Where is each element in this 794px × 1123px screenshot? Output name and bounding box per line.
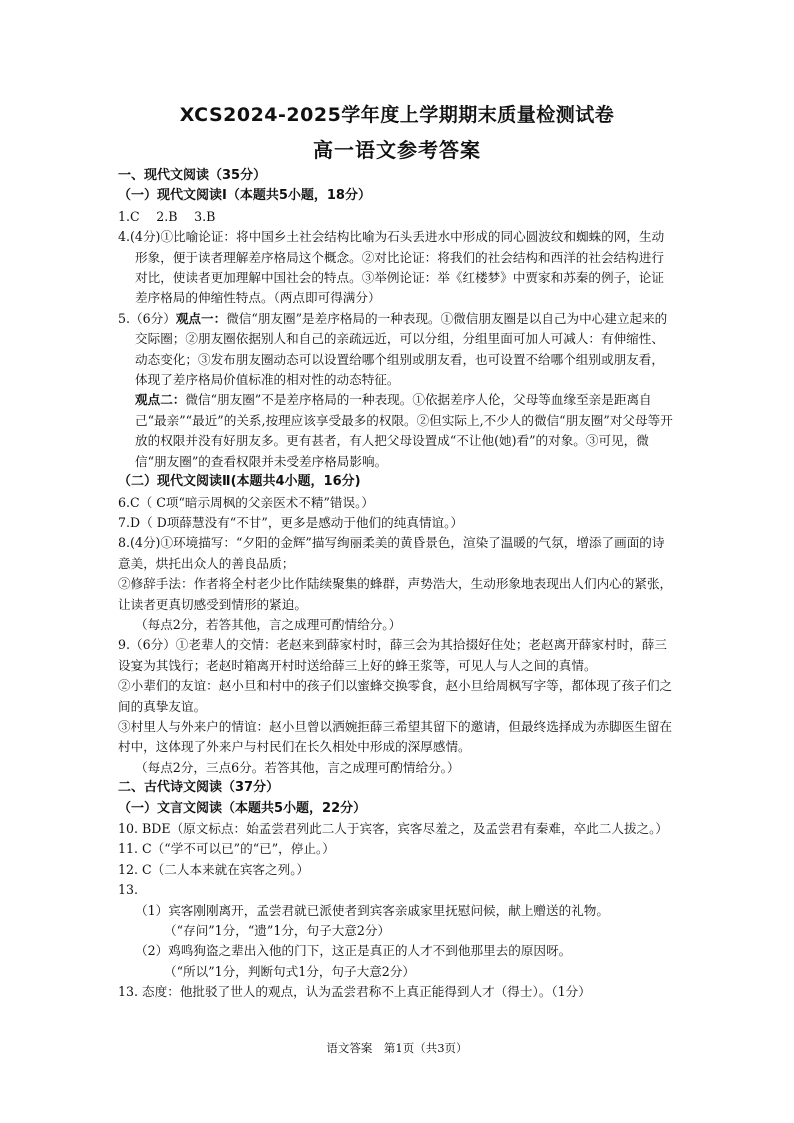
answer-9-a: 9.（6分）①老辈人的交情：老赵来到薛家村时，薛三会为其拾掇好住处；老赵离开薛家村时，薛三设宴为其饯行；老赵时箱离开村时送给薛三上好的蜂王浆等，可见人与人之间的真情。 bbox=[118, 637, 667, 673]
viewpoint-label: 观点二： bbox=[135, 392, 186, 408]
answer-11: 11. C（“学不可以已”的“已”，停止。） bbox=[118, 841, 335, 857]
part-heading: （二）现代文阅读Ⅱ(本题共4小题，16分) bbox=[118, 474, 361, 490]
answer-10: 10. BDE（原文标点：始孟尝君列此二人于宾客，宾客尽羞之，及孟尝君有秦难，卒此二人拔之。） bbox=[118, 821, 669, 836]
part-heading: （一）现代文阅读Ⅰ（本题共5小题，18分） bbox=[118, 188, 371, 204]
answer-9-b: ②小辈们的友谊：赵小旦和村中的孩子们以蜜蜂交换零食，赵小旦给周枫写字等，都体现了孩子们之间的真挚友谊。 bbox=[118, 678, 673, 714]
answer-13-attitude: 13. 态度：他批驳了世人的观点，认为孟尝君称不上真正能得到人才（得士）。（1分） bbox=[118, 984, 591, 1000]
answer-7: 7.D（ D项薛慧没有“不甘”，更多是感动于他们的纯真情谊。） bbox=[118, 514, 464, 530]
answer-key-title: 高一语文参考答案 bbox=[313, 138, 481, 162]
answer-4: 4.(4分)①比喻论证：将中国乡土社会结构比喻为石头丢进水中形成的同心圆波纹和蜘蛛的网，生动形象，便于读者理解差序格局这个概念。②对比论证：将我们的社会结构和西洋的社会结构进行对比，使读者更加理解中国社会的特点。③举例论证：举《红楼梦》中贾家和苏秦的例子，论证差序格局的伸缩性特点。（两点即可得满分） bbox=[118, 229, 665, 306]
exam-title: XCS2024-2025学年度上学期期末质量检测试卷 bbox=[179, 104, 615, 126]
answer-content bbox=[118, 166, 676, 1003]
scoring-note: （“存问”1分，“遗”1分，句子大意2分） bbox=[164, 923, 391, 939]
answer-8-b: ②修辞手法：作者将全村老少比作陆续聚集的蜂群，声势浩大，生动形象地表现出人们内心的紧张，让读者更真切感受到情形的紧迫。 bbox=[118, 576, 673, 612]
part-heading: （一）文言文阅读（本题共5小题，22分） bbox=[118, 800, 367, 816]
page-footer: 语文答案 第1页（共3页） bbox=[326, 1041, 468, 1055]
viewpoint-text: 微信“朋友圈”是差序格局的一种表现。①微信朋友圈是以自己为中心建立起来的交际圈；②朋友圈依据别人和自己的亲疏远近，可以分组，分组里面可加人可减人：有伸缩性、动态变化；③发布朋友圈动态可以设置给哪个组别或朋友看，也可设置不给哪个组别或朋友看，体现了差序格局价值标准的相对性的动态特征。 bbox=[135, 310, 668, 388]
answer-1-3: 1.C 2.B 3.B bbox=[118, 208, 216, 224]
answer-6: 6.C（ C项“暗示周枫的父亲医术不精”错误。） bbox=[118, 494, 374, 510]
question-number: 5.（6分） bbox=[118, 310, 176, 326]
answer-8-a: 8.(4分)①环境描写：“夕阳的金辉”描写绚丽柔美的黄昏景色，渲染了温暖的气氛，增添了画面的诗意美，烘托出众人的善良品质； bbox=[118, 535, 665, 571]
viewpoint-text: 微信“朋友圈”不是差序格局的一种表现。①依据差序人伦，父母等血缘至亲是距离自己“最亲”“最近”的关系,按理应该享受最多的权限。②但实际上,不少人的微信“朋友圈”对父母等开放的权限并没有好朋友多。更有甚者，有人把父母设置成“不让他(她)看”的对象。③可见，微信“朋友圈”的查看权限并未受差序格局影响。 bbox=[135, 392, 673, 469]
section-heading: 二、古代诗文阅读（37分） bbox=[118, 780, 280, 796]
answer-9-c: ③村里人与外来户的情谊：赵小旦曾以洒婉拒薛三希望其留下的邀请，但最终选择成为赤脚医生留在村中，这体现了外来户与村民们在长久相处中形成的深厚感情。 bbox=[118, 718, 673, 755]
viewpoint-label: 观点一： bbox=[175, 310, 227, 326]
scoring-note: （“所以”1分，判断句式1分，句子大意2分） bbox=[164, 963, 416, 979]
section-heading: 一、现代文阅读（35分） bbox=[118, 168, 267, 183]
answer-13-2: （2）鸡鸣狗盗之辈出入他的门下，这正是真正的人才不到他那里去的原因呀。 bbox=[135, 943, 572, 959]
answer-13-1: （1）宾客刚刚离开，孟尝君就已派使者到宾客亲戚家里抚慰问候，献上赠送的礼物。 bbox=[135, 902, 609, 918]
scoring-note: （每点2分，若答其他，言之成理可酌情给分。） bbox=[135, 616, 402, 632]
answer-12: 12. C（二人本来就在宾客之列。） bbox=[118, 861, 310, 877]
scoring-note: （每点2分，三点6分。若答其他，言之成理可酌情给分。） bbox=[135, 759, 460, 775]
answer-5-view-1 bbox=[118, 309, 676, 391]
answer-5-view-2 bbox=[118, 390, 676, 472]
answer-13-label: 13. bbox=[118, 882, 139, 898]
